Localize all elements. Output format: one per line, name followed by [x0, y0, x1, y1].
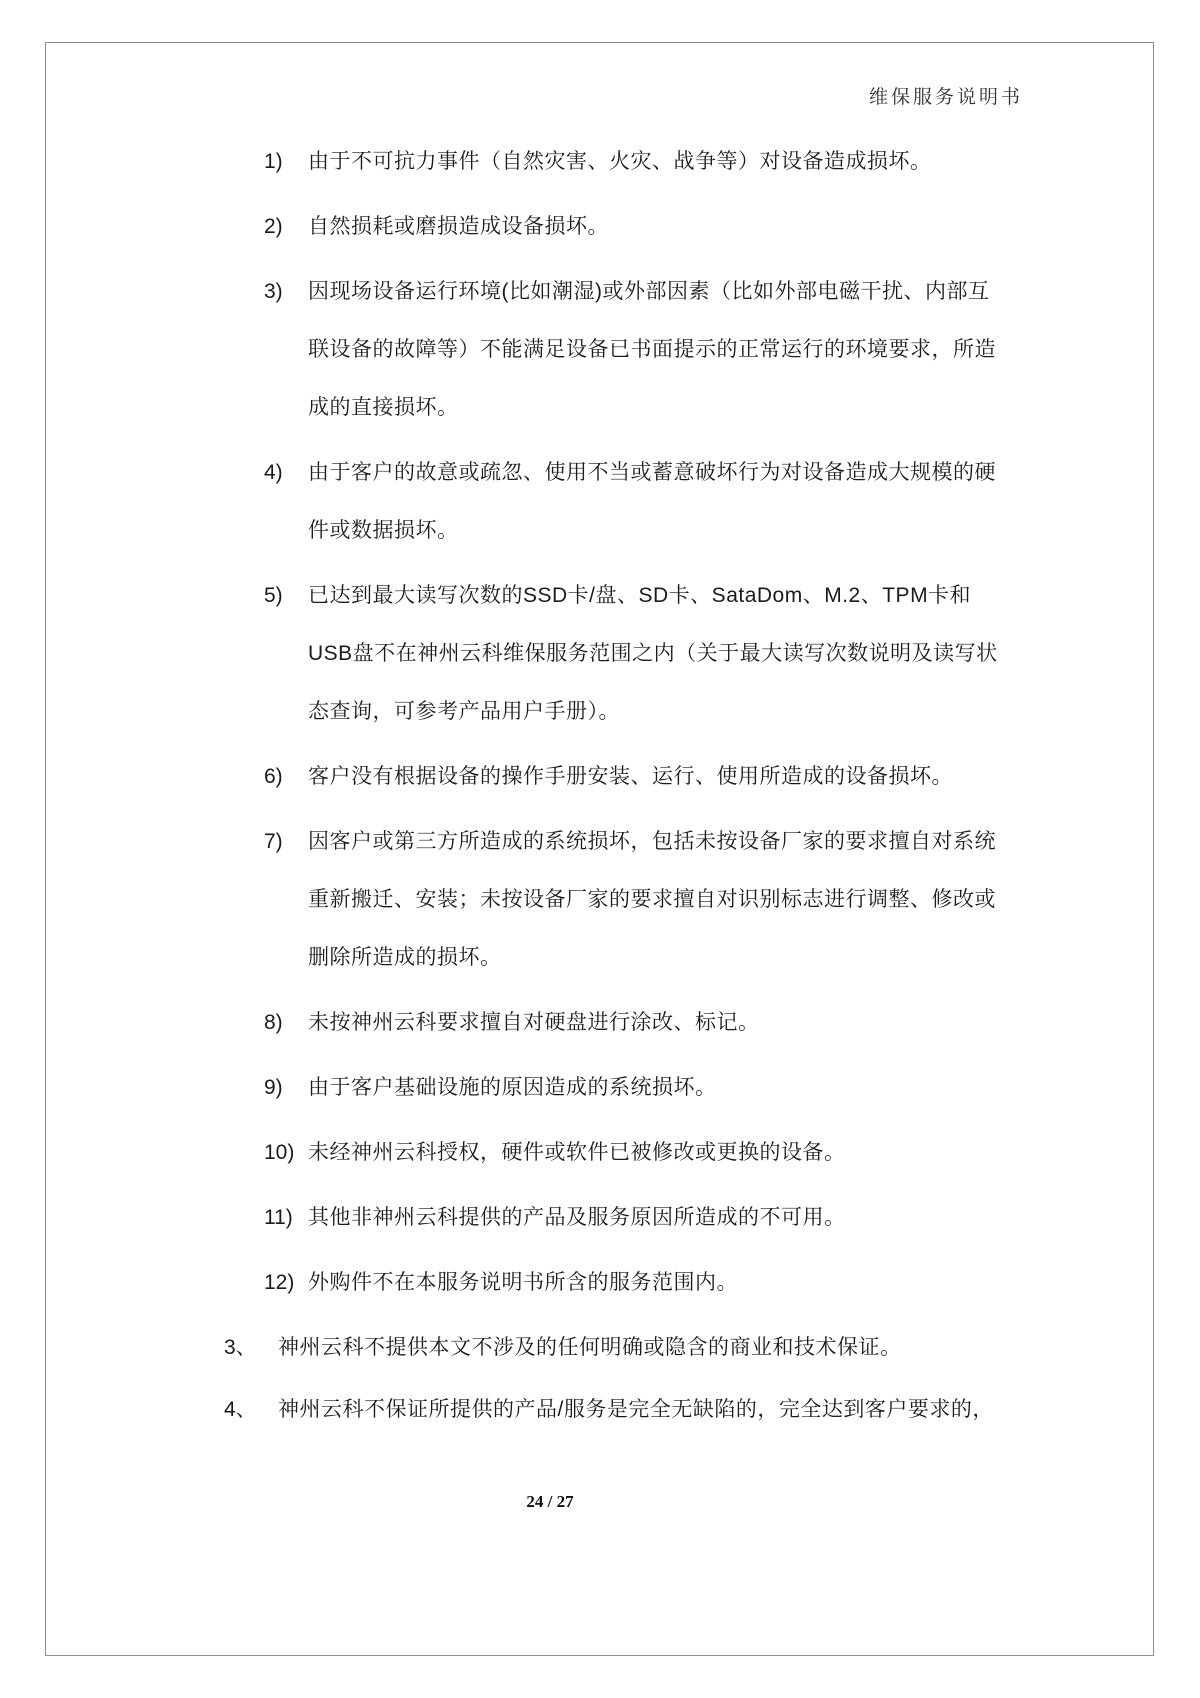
- list-item: [264, 198, 1060, 256]
- list-item-number: 6): [264, 765, 283, 788]
- list-item-line: 已达到最大读写次数的SSD卡/盘、SD卡、SataDom、M.2、TPM卡和: [308, 584, 972, 607]
- list-item: [264, 263, 1060, 437]
- list-item: [264, 813, 1060, 987]
- list-item-number: 1): [264, 150, 283, 173]
- list-item-line: 神州云科不保证所提供的产品/服务是完全无缺陷的，完全达到客户要求的，: [278, 1398, 994, 1421]
- list-item-number: 12): [264, 1271, 295, 1294]
- list-item: [264, 133, 1060, 191]
- list-item-line: 由于不可抗力事件（自然灾害、火灾、战争等）对设备造成损坏。: [308, 150, 932, 173]
- page-number: 24 / 27: [526, 1492, 574, 1511]
- document-header-title: 维保服务说明书: [868, 87, 1023, 108]
- list-item-line: 因现场设备运行环境(比如潮湿)或外部因素（比如外部电磁干扰、内部互: [308, 280, 990, 303]
- list-item-line: 未经神州云科授权，硬件或软件已被修改或更换的设备。: [308, 1141, 846, 1164]
- list-item-number: 9): [264, 1076, 283, 1099]
- list-item-line: 由于客户基础设施的原因造成的系统损坏。: [308, 1076, 717, 1099]
- list-item-number: 8): [264, 1011, 283, 1034]
- list-item-number: 4、: [224, 1398, 257, 1421]
- list-item-line: 自然损耗或磨损造成设备损坏。: [308, 215, 609, 238]
- main-list: [224, 1319, 1060, 1443]
- list-item: [264, 1059, 1060, 1117]
- list-item: [264, 1189, 1060, 1247]
- list-item-number: 10): [264, 1141, 295, 1164]
- list-item-line: 神州云科不提供本文不涉及的任何明确或隐含的商业和技术保证。: [278, 1336, 902, 1359]
- list-item: [224, 1319, 1060, 1377]
- list-item: [264, 567, 1060, 741]
- list-item-line: 成的直接损坏。: [308, 396, 459, 419]
- exclusion-list: [264, 133, 1060, 1319]
- list-item: [264, 1124, 1060, 1182]
- list-item-line: 态查询，可参考产品用户手册）。: [308, 700, 620, 723]
- list-item-number: 7): [264, 830, 283, 853]
- list-item-line: 因客户或第三方所造成的系统损坏，包括未按设备厂家的要求擅自对系统: [308, 830, 996, 853]
- list-item-number: 11): [264, 1206, 293, 1229]
- list-item-line: 客户没有根据设备的操作手册安装、运行、使用所造成的设备损坏。: [308, 765, 953, 788]
- list-item-line: USB盘不在神州云科维保服务范围之内（关于最大读写次数说明及读写状: [308, 642, 998, 665]
- list-item: [224, 1381, 1060, 1439]
- list-item: [264, 748, 1060, 806]
- list-item: [264, 444, 1060, 560]
- list-item-line: 件或数据损坏。: [308, 519, 459, 542]
- list-item-line: 删除所造成的损坏。: [308, 946, 502, 969]
- list-item-line: 外购件不在本服务说明书所含的服务范围内。: [308, 1271, 738, 1294]
- list-item-line: 其他非神州云科提供的产品及服务原因所造成的不可用。: [308, 1206, 846, 1229]
- list-item-number: 3): [264, 280, 283, 303]
- list-item-number: 4): [264, 461, 283, 484]
- list-item-line: 未按神州云科要求擅自对硬盘进行涂改、标记。: [308, 1011, 760, 1034]
- list-item-line: 由于客户的故意或疏忽、使用不当或蓄意破坏行为对设备造成大规模的硬: [308, 461, 996, 484]
- list-item-line: 联设备的故障等）不能满足设备已书面提示的正常运行的环境要求，所造: [308, 338, 996, 361]
- list-item-number: 2): [264, 215, 283, 238]
- list-item-line: 重新搬迁、安装；未按设备厂家的要求擅自对识别标志进行调整、修改或: [308, 888, 996, 911]
- list-item-number: 5): [264, 584, 283, 607]
- list-item: [264, 994, 1060, 1052]
- list-item: [264, 1254, 1060, 1312]
- list-item-number: 3、: [224, 1336, 257, 1359]
